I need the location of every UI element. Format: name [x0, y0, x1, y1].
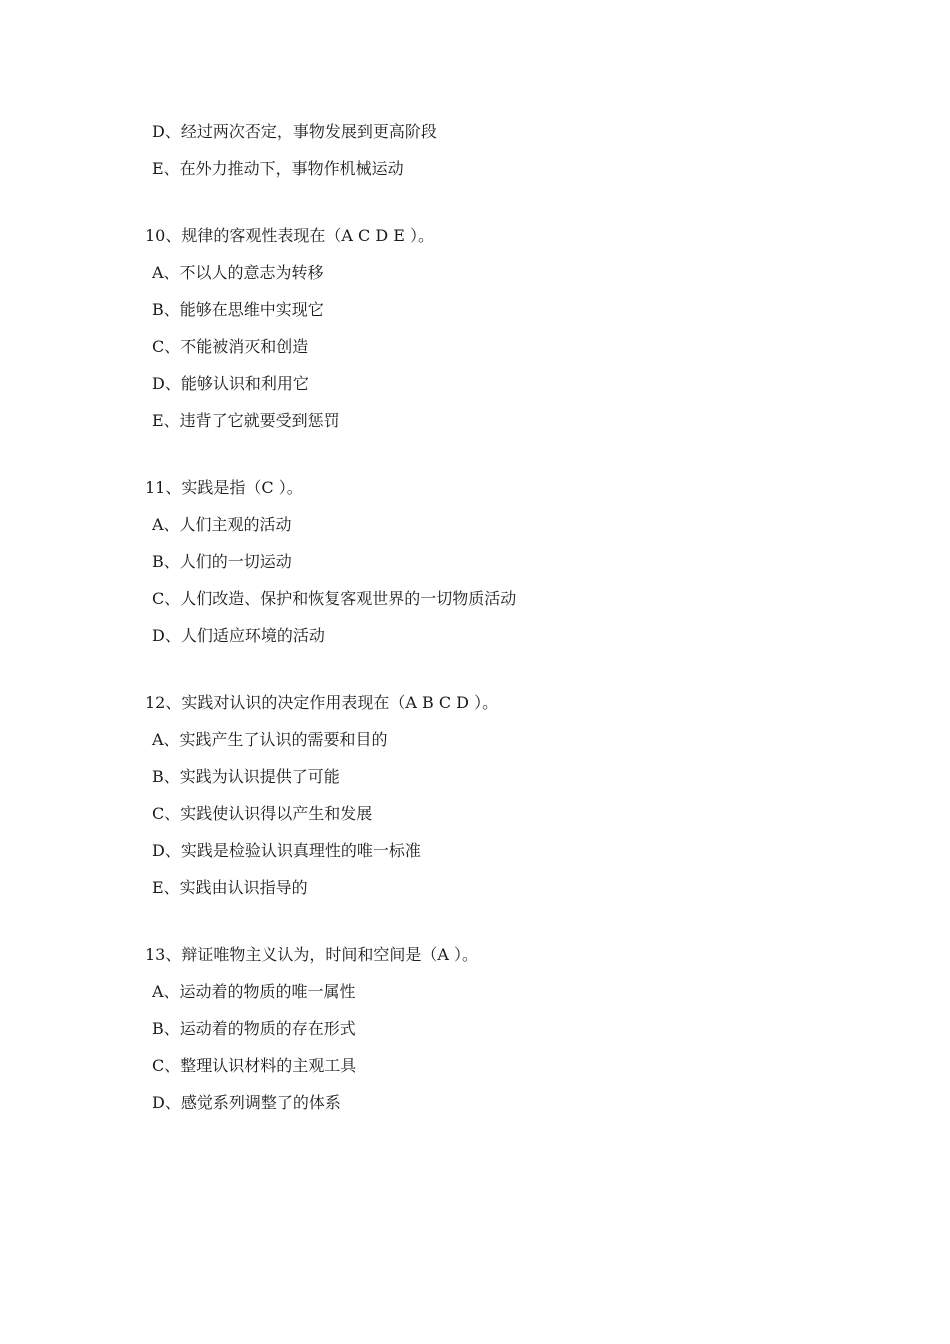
- question-block-11: [145, 478, 845, 646]
- block-gap: [145, 196, 845, 226]
- option-a: A、实践产生了认识的需要和目的: [152, 730, 388, 749]
- block-gap: [145, 915, 845, 945]
- option-a: A、人们主观的活动: [152, 515, 292, 534]
- block-gap: [145, 663, 845, 693]
- question-block-13: [145, 945, 845, 1113]
- option-b: B、实践为认识提供了可能: [152, 767, 340, 786]
- option-d: D、能够认识和利用它: [152, 374, 309, 393]
- option-c: C、整理认识材料的主观工具: [152, 1056, 357, 1075]
- option-d: D、实践是检验认识真理性的唯一标准: [152, 841, 421, 860]
- option-b: B、能够在思维中实现它: [152, 300, 324, 319]
- option-e: E、实践由认识指导的: [152, 878, 308, 897]
- option-d: D、感觉系列调整了的体系: [152, 1093, 341, 1112]
- option-d: D、人们适应环境的活动: [152, 626, 325, 645]
- option-b: B、人们的一切运动: [152, 552, 292, 571]
- option-e: E、违背了它就要受到惩罚: [152, 411, 340, 430]
- question-list: [145, 122, 845, 1130]
- option-c: C、人们改造、保护和恢复客观世界的一切物质活动: [152, 589, 517, 608]
- option-c: C、不能被消灭和创造: [152, 337, 309, 356]
- question-title: 12、实践对认识的决定作用表现在（A B C D ）。: [145, 693, 499, 712]
- option-e: E、在外力推动下，事物作机械运动: [152, 159, 404, 178]
- question-title: 11、实践是指（C ）。: [145, 478, 303, 497]
- question-block-12: [145, 693, 845, 898]
- option-a: A、不以人的意志为转移: [152, 263, 324, 282]
- option-d: D、经过两次否定，事物发展到更高阶段: [152, 122, 437, 141]
- question-title: 10、规律的客观性表现在（A C D E ）。: [145, 226, 435, 245]
- option-a: A、运动着的物质的唯一属性: [152, 982, 356, 1001]
- block-gap: [145, 448, 845, 478]
- question-block-10: [145, 226, 845, 431]
- option-b: B、运动着的物质的存在形式: [152, 1019, 356, 1038]
- question-block-9-continued: [145, 122, 845, 179]
- option-c: C、实践使认识得以产生和发展: [152, 804, 373, 823]
- question-title: 13、辩证唯物主义认为，时间和空间是（A ）。: [145, 945, 479, 964]
